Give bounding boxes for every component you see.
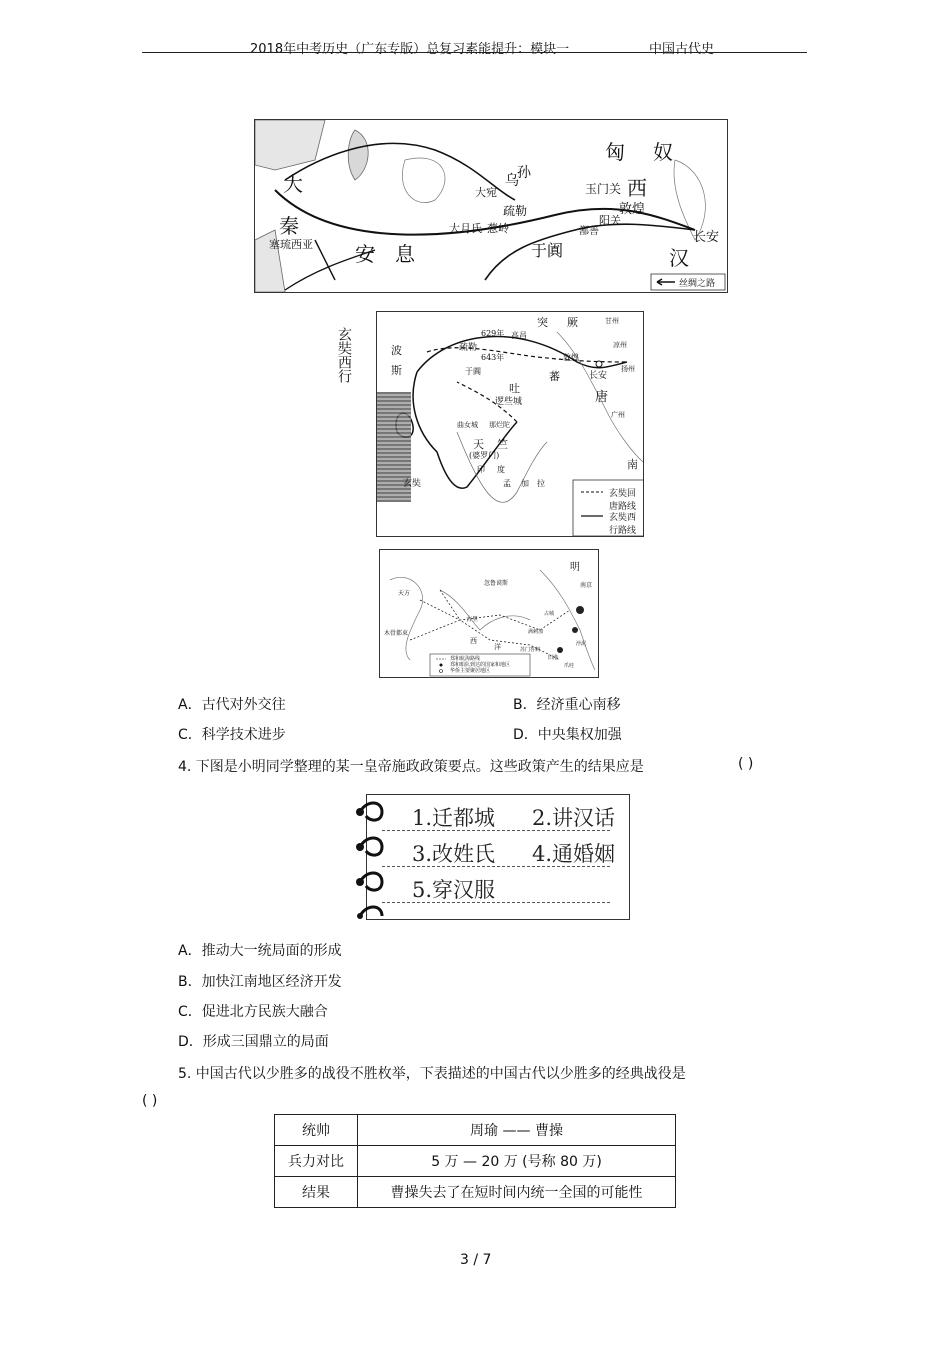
map2-label-ganzhou: 甘州 <box>605 317 619 325</box>
q4-stem: 4. 下图是小明同学整理的某一皇帝施政政策要点。这些政策产生的结果应是 <box>178 759 644 775</box>
map1-label-yangguan: 阳关 <box>599 214 621 227</box>
map2-label-guangzhou: 广州 <box>611 411 625 419</box>
map2-legend-west: 玄奘西行路线 <box>609 513 637 536</box>
map2-label-yin: 印 <box>477 465 485 474</box>
policy-item-3: 3.改姓氏 <box>412 842 496 866</box>
table-row <box>275 1115 676 1146</box>
map3-label-mugudushu: 木骨都束 <box>384 630 409 637</box>
map1-label-dayuezhi: 大月氏 <box>449 222 482 235</box>
map2-label-629: 629年 <box>481 329 505 338</box>
map3-label-xi: 西 <box>470 637 477 645</box>
header-section: 中国古代史 <box>649 42 715 57</box>
map2-label-xuanzang: 玄奘 <box>403 479 422 489</box>
q5-stem: 5. 中国古代以少胜多的战役不胜枚举，下表描述的中国古代以少胜多的经典战役是 <box>178 1066 686 1082</box>
map1-label-wusun-1: 乌 <box>505 173 519 189</box>
map3-legend-reached: 郑和船队到达的国家和地区 <box>450 662 511 668</box>
q4-answer-paren: ( ) <box>738 756 754 772</box>
zhenghe-map-drawing <box>380 550 598 677</box>
map3-legend-overseas: 华侨主要聚居地区 <box>450 668 491 674</box>
map2-label-jue: 厥 <box>567 316 578 329</box>
map1-label-seleucia: 塞琉西亚 <box>269 238 313 251</box>
table-header-cell: 兵力对比 <box>275 1146 358 1177</box>
q4-option-a[interactable]: A．推动大一统局面的形成 <box>178 943 342 959</box>
map2-label-tian: 天 <box>473 438 484 451</box>
page-number: 3 / 7 <box>460 1252 492 1268</box>
map3-label-tianfang: 天方 <box>398 590 411 597</box>
map1-label-da: 大 <box>283 172 303 196</box>
map1-label-qin: 秦 <box>279 214 299 238</box>
map1-label-yumenguan: 玉门关 <box>585 182 622 196</box>
q4-option-c[interactable]: C．促进北方民族大融合 <box>178 1004 328 1020</box>
map3-legend-route: 郑和航海路线 <box>450 656 481 662</box>
map1-legend-label: 丝绸之路 <box>679 279 716 289</box>
map2-label-643: 643年 <box>481 353 505 362</box>
notebook-line-2 <box>382 866 610 867</box>
map2-label-si: 斯 <box>391 364 402 377</box>
notebook-line-1 <box>382 830 610 831</box>
map2-label-tu2: 吐 <box>509 382 520 395</box>
map2-label-bo: 蕃 <box>549 370 560 383</box>
q5-answer-paren: ( ) <box>142 1093 158 1109</box>
policy-item-2: 2.讲汉话 <box>532 806 616 830</box>
map2-label-tu: 突 <box>537 316 548 329</box>
table-header-cell: 结果 <box>275 1177 358 1208</box>
map2-label-nan: 南 <box>627 458 638 471</box>
map2-label-jia: 加 <box>521 479 529 488</box>
notebook-line-3 <box>382 902 610 903</box>
xuanzang-title: 玄奘西行 <box>336 327 352 383</box>
map2-label-qunv: 曲女城 <box>457 421 478 429</box>
map2-label-nalanduo: 那烂陀 <box>489 421 510 429</box>
q3-option-a[interactable]: A．古代对外交往 <box>178 697 286 713</box>
map1-label-xiongnu-1: 匈 <box>605 140 625 164</box>
map2-label-bo2: 波 <box>391 344 402 357</box>
table-cell: 5 万 — 20 万 (号称 80 万) <box>358 1146 676 1177</box>
q3-option-d[interactable]: D．中央集权加强 <box>513 727 622 743</box>
xuanzang-map <box>336 311 644 537</box>
q3-option-b[interactable]: B．经济重心南移 <box>513 697 621 713</box>
map2-label-gaochang: 高昌 <box>511 331 527 340</box>
xuanzang-map-drawing <box>377 312 643 536</box>
map2-label-yutian: 于阗 <box>465 367 481 376</box>
header-divider <box>142 52 807 53</box>
map3-label-zhancheng: 占城 <box>544 611 555 617</box>
map3-label-sumendala: 苏门答剌 <box>520 647 541 653</box>
header-title: 2018年中考历史（广东专版）总复习素能提升：模块一 <box>250 42 570 57</box>
map3-label-yang: 洋 <box>494 643 501 651</box>
map3-label-hulumosi: 忽鲁谟斯 <box>484 580 509 587</box>
map1-label-dunhuang: 敦煌 <box>619 202 646 217</box>
map3-label-boni: 浡泥 <box>576 641 587 647</box>
map3-label-nanjing: 南京 <box>580 582 593 589</box>
map3-label-manlajia: 满剌加 <box>528 629 544 635</box>
map2-label-du: 度 <box>497 465 505 474</box>
xuanzang-map-frame <box>376 311 644 537</box>
map3-label-jiugang: 旧港 <box>548 655 559 661</box>
map2-label-la: 拉 <box>537 479 545 488</box>
map3-label-ming: 明 <box>570 562 580 573</box>
map1-label-anxi-1: 安 <box>355 242 375 266</box>
map1-label-wusun-2: 孙 <box>517 165 531 181</box>
map1-label-yutian: 于阗 <box>531 241 564 260</box>
map1-label-xi: 西 <box>627 176 647 200</box>
map2-label-poluomen: (婆罗门) <box>469 451 500 460</box>
map1-label-dawan: 大宛 <box>475 186 497 199</box>
map3-label-guli: 古里 <box>466 616 479 623</box>
policy-item-1: 1.迁都城 <box>412 806 496 830</box>
map1-label-shanshan: 鄯善 <box>579 226 599 237</box>
map1-label-changan: 长安 <box>693 230 720 245</box>
map1-label-han: 汉 <box>669 246 689 270</box>
table-cell: 周瑜 —— 曹操 <box>358 1115 676 1146</box>
table-row <box>275 1146 676 1177</box>
map2-label-meng: 孟 <box>503 479 511 488</box>
map2-label-zhu: 竺 <box>497 438 508 451</box>
map3-label-zhaowa: 爪哇 <box>564 663 575 669</box>
map1-label-congling: 葱岭 <box>487 222 509 235</box>
table-header-cell: 统帅 <box>275 1115 358 1146</box>
map2-label-dunhuang: 敦煌 <box>563 353 579 362</box>
map2-label-tang: 唐 <box>595 390 609 405</box>
q3-option-c[interactable]: C．科学技术进步 <box>178 727 286 743</box>
map2-label-yangzhou: 扬州 <box>621 365 635 373</box>
policy-item-5: 5.穿汉服 <box>412 878 496 902</box>
zhenghe-map <box>379 549 599 678</box>
map1-label-shule: 疏勒 <box>503 204 528 218</box>
map2-label-changan: 长安 <box>589 371 608 381</box>
map2-label-liangzhou: 凉州 <box>613 341 627 349</box>
map2-legend-return: 玄奘回唐路线 <box>609 489 637 512</box>
q4-option-b[interactable]: B．加快江南地区经济开发 <box>178 974 342 990</box>
silk-road-map <box>254 119 728 293</box>
table-cell: 曹操失去了在短时间内统一全国的可能性 <box>358 1177 676 1208</box>
map2-label-shule: 疏勒 <box>459 343 478 353</box>
map1-label-xiongnu-2: 奴 <box>653 140 673 164</box>
policy-notebook <box>352 794 630 920</box>
battle-table <box>274 1114 676 1208</box>
policy-item-4: 4.通婚姻 <box>532 842 616 866</box>
map2-label-luoxie: 逻些城 <box>495 397 523 407</box>
map1-label-anxi-2: 息 <box>395 242 415 266</box>
table-row <box>275 1177 676 1208</box>
q4-option-d[interactable]: D．形成三国鼎立的局面 <box>178 1034 329 1050</box>
